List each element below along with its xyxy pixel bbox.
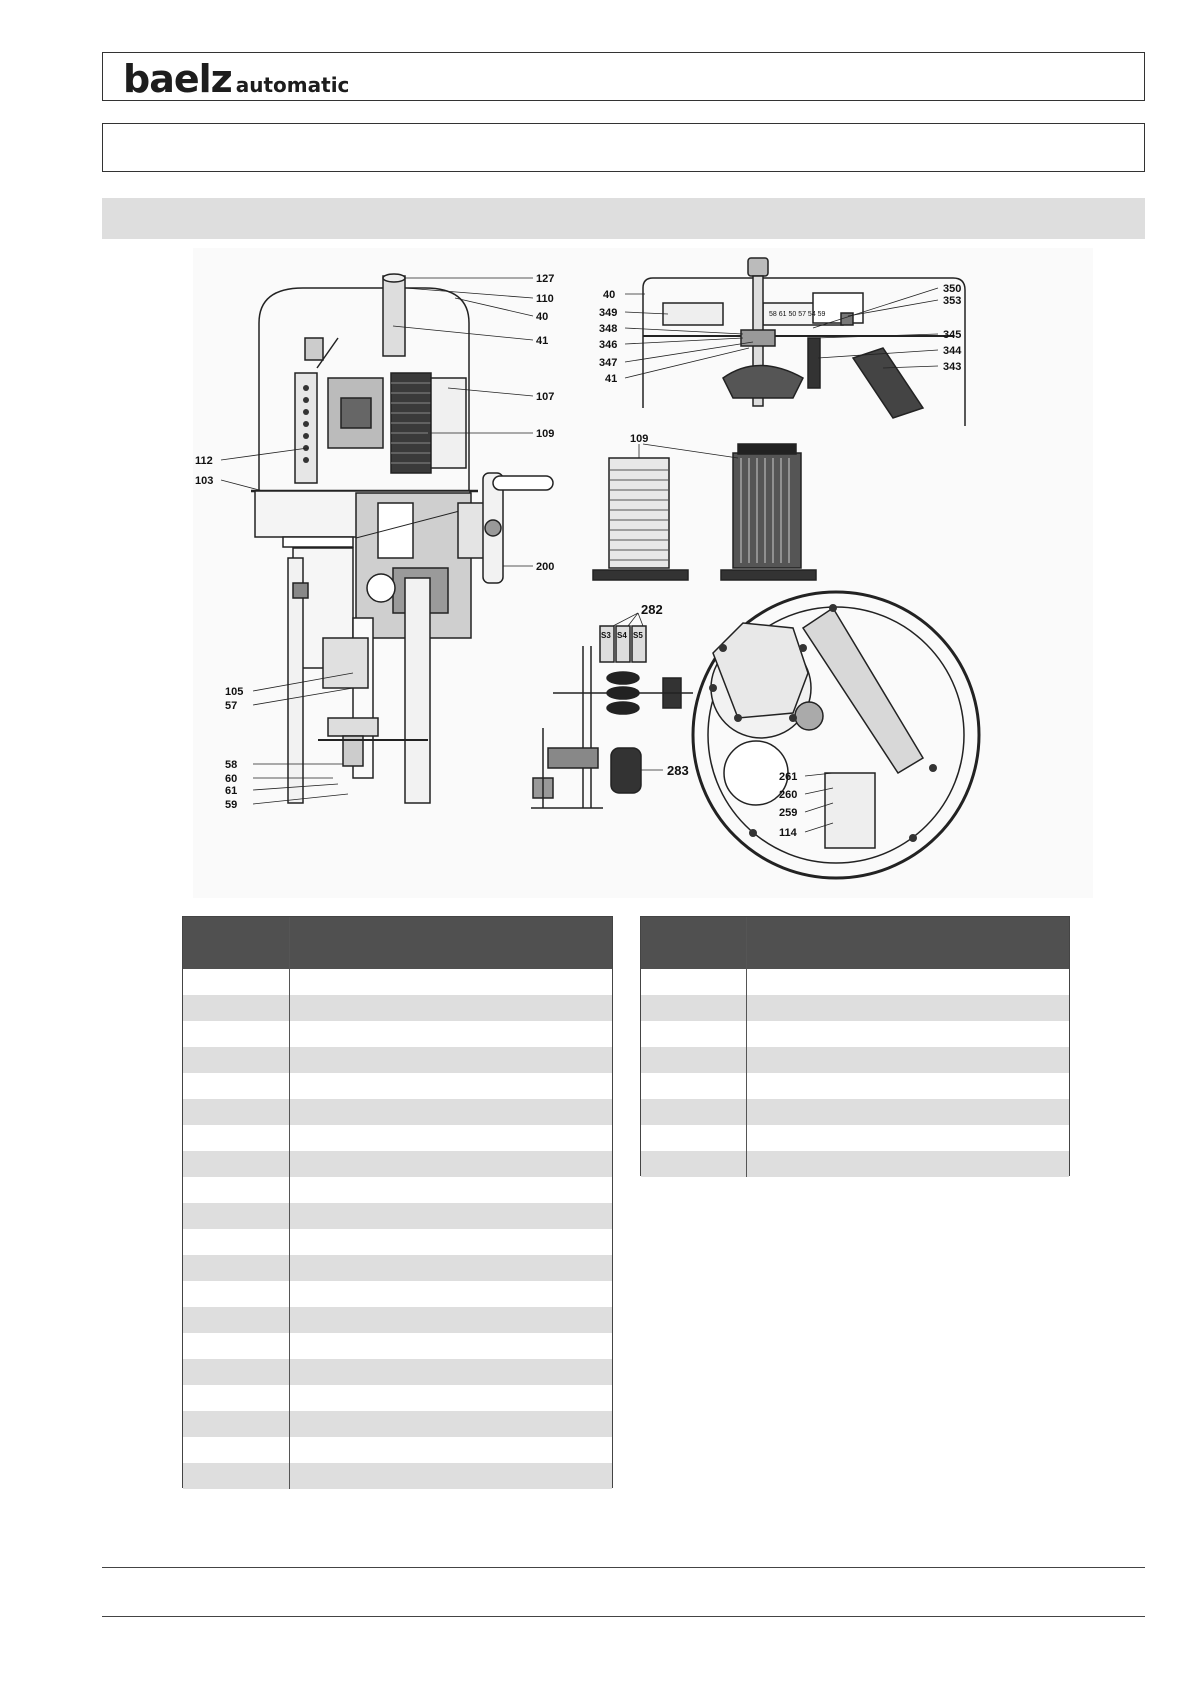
header-pos-column [641,917,747,969]
pos-cell [641,1021,747,1047]
actuator-drawing-svg [193,248,1093,898]
pos-cell [183,995,290,1021]
description-cell [290,1463,612,1489]
table-row [641,969,1069,995]
table-rows [641,969,1069,1177]
callout-345: 345 [943,329,962,341]
pos-cell [641,1047,747,1073]
pos-cell [183,1359,290,1385]
pos-cell [183,1307,290,1333]
footer-rule-top [102,1567,1145,1568]
header-description-column [747,917,1069,969]
table-row [183,1099,612,1125]
description-cell [290,1281,612,1307]
callout-109-b: 109 [630,433,649,445]
table-header [641,917,1069,969]
table-row [183,1359,612,1385]
description-cell [747,1125,1069,1151]
callout-282: 282 [641,602,663,617]
table-row [183,1307,612,1333]
table-rows [183,969,612,1489]
callout-283: 283 [667,763,689,778]
callout-349: 349 [599,307,618,319]
pos-cell [641,995,747,1021]
pos-cell [641,969,747,995]
description-cell [747,1151,1069,1177]
description-cell [747,969,1069,995]
description-cell [290,995,612,1021]
callout-127: 127 [536,273,555,285]
table-row [183,1203,612,1229]
description-cell [290,1359,612,1385]
switch-label-s4: S4 [617,631,627,640]
switch-label-s3: S3 [601,631,611,640]
table-row [183,1385,612,1411]
description-cell [747,995,1069,1021]
parts-table-right [640,916,1070,1176]
pos-cell [183,1099,290,1125]
description-cell [290,1411,612,1437]
description-cell [290,1021,612,1047]
pos-cell [183,1203,290,1229]
callout-346: 346 [599,339,618,351]
description-cell [290,1203,612,1229]
brand-logo [123,57,349,101]
switch-label-s5: S5 [633,631,643,640]
pos-cell [183,1281,290,1307]
callout-260: 260 [779,789,798,801]
terminal-strip-label: 58 61 50 57 54 59 [769,311,826,318]
callout-105: 105 [225,686,244,698]
callout-114: 114 [779,827,797,839]
table-row [183,1333,612,1359]
pos-cell [183,1385,290,1411]
table-row [183,1463,612,1489]
table-row [183,1411,612,1437]
pos-cell [641,1151,747,1177]
table-row [641,1099,1069,1125]
table-row [183,1151,612,1177]
parts-table-left [182,916,613,1488]
pos-cell [641,1125,747,1151]
callout-353: 353 [943,295,962,307]
header-description-column [290,917,612,969]
callout-200: 200 [536,561,555,573]
callout-350: 350 [943,283,962,295]
callout-259: 259 [779,807,798,819]
table-row [183,1047,612,1073]
description-cell [290,1229,612,1255]
pos-cell [183,1125,290,1151]
callout-58: 58 [225,759,238,771]
callout-348: 348 [599,323,618,335]
footer-rule-bottom [102,1616,1145,1617]
table-row [183,1229,612,1255]
pos-cell [183,1151,290,1177]
pos-cell [183,1463,290,1489]
description-cell [290,1073,612,1099]
pos-cell [183,1021,290,1047]
callout-343: 343 [943,361,962,373]
actuator-drawing [193,248,1093,898]
pos-cell [183,1047,290,1073]
pos-cell [183,1437,290,1463]
table-row [183,1125,612,1151]
table-row [183,995,612,1021]
document-title-box [102,123,1145,172]
pos-cell [183,1255,290,1281]
description-cell [290,1177,612,1203]
pos-cell [183,1411,290,1437]
table-row [183,1073,612,1099]
table-row [641,1125,1069,1151]
description-cell [747,1021,1069,1047]
description-cell [290,1099,612,1125]
description-cell [290,1333,612,1359]
callout-61: 61 [225,785,238,797]
table-row [183,1255,612,1281]
table-row [183,969,612,995]
table-row [641,1073,1069,1099]
callout-112: 112 [195,455,213,467]
description-cell [290,1437,612,1463]
description-cell [290,969,612,995]
table-row [183,1281,612,1307]
table-header [183,917,612,969]
pos-cell [183,1333,290,1359]
callout-40-b: 40 [603,289,616,301]
callout-40: 40 [536,311,549,323]
callout-109: 109 [536,428,555,440]
pos-cell [183,969,290,995]
brand-sub-text: automatic [235,73,350,97]
callout-103: 103 [195,475,214,487]
description-cell [290,1307,612,1333]
description-cell [290,1125,612,1151]
table-row [183,1437,612,1463]
pos-cell [641,1099,747,1125]
description-cell [290,1151,612,1177]
callout-41: 41 [536,335,549,347]
header-pos-column [183,917,290,969]
callout-60: 60 [225,773,238,785]
callout-41-b: 41 [605,373,618,385]
description-cell [747,1047,1069,1073]
pos-cell [183,1229,290,1255]
callout-59: 59 [225,799,238,811]
callout-57: 57 [225,700,238,712]
callout-261: 261 [779,771,798,783]
table-row [641,1047,1069,1073]
table-row [183,1177,612,1203]
brand-main-text: baelz [123,57,232,101]
table-row [641,1021,1069,1047]
description-cell [290,1385,612,1411]
description-cell [747,1099,1069,1125]
callout-344: 344 [943,345,962,357]
callout-110: 110 [536,293,554,305]
pos-cell [641,1073,747,1099]
callout-347: 347 [599,357,618,369]
table-row [641,995,1069,1021]
section-heading-bar [102,198,1145,239]
callout-107: 107 [536,391,555,403]
description-cell [290,1255,612,1281]
pos-cell [183,1073,290,1099]
table-row [183,1021,612,1047]
header-logo-box [102,52,1145,101]
pos-cell [183,1177,290,1203]
description-cell [290,1047,612,1073]
table-row [641,1151,1069,1177]
description-cell [747,1073,1069,1099]
